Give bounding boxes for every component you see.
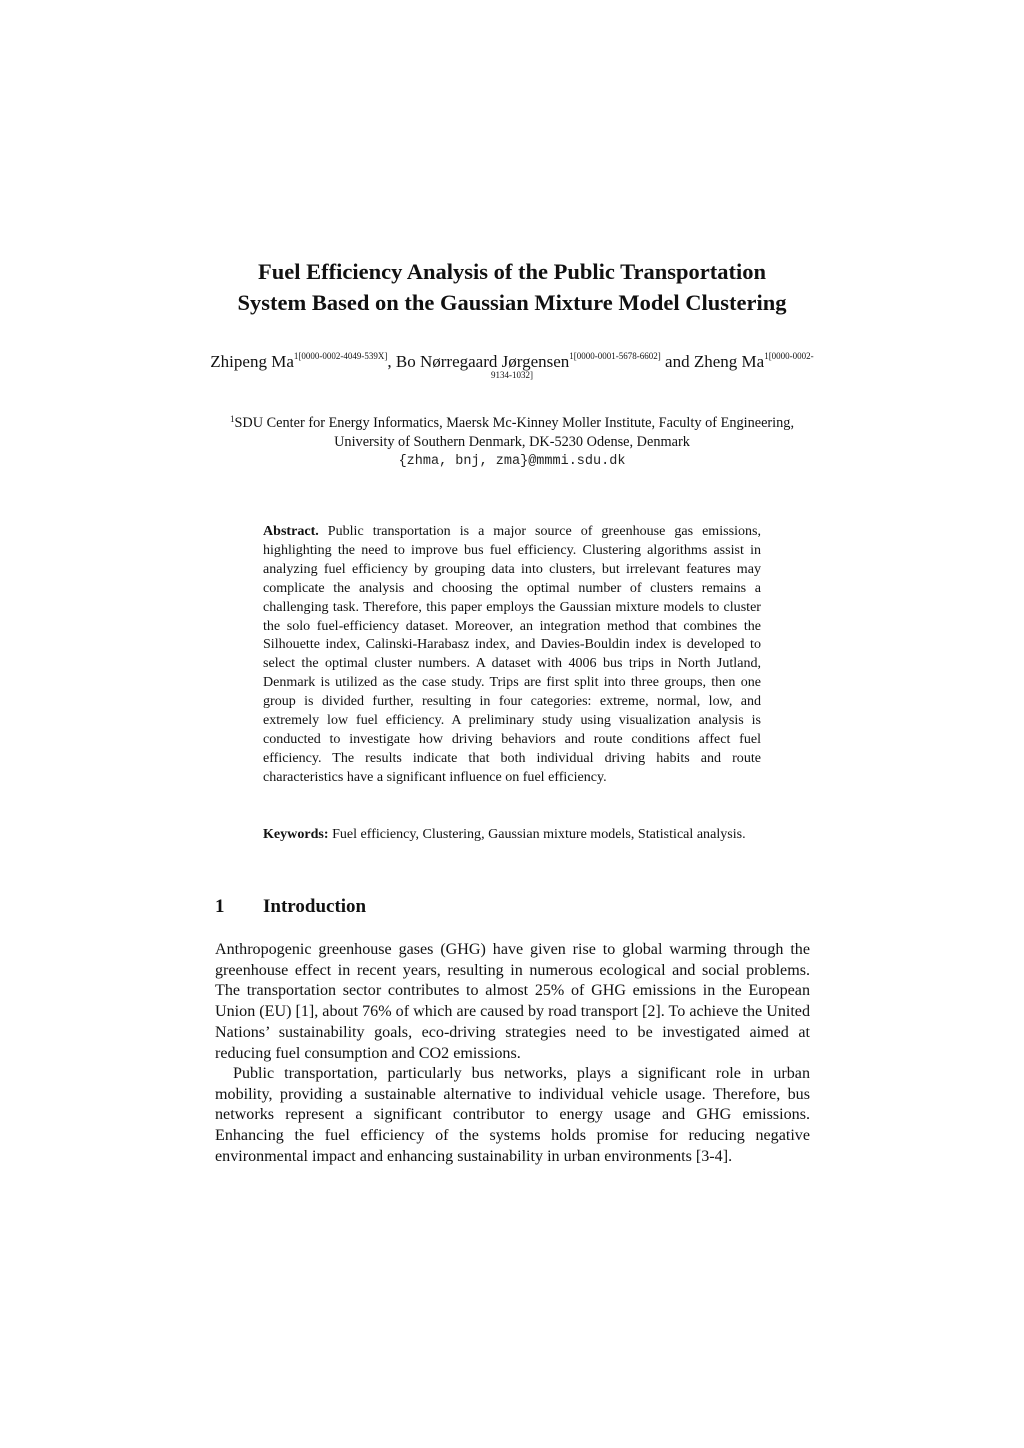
keywords: [263, 825, 761, 844]
author-list: [205, 352, 819, 390]
keywords-label: Keywords:: [263, 826, 329, 842]
affiliation-text: SDU Center for Energy Informatics, Maersk Mc-Kinney Moller Institute, Faculty of Engineering, University of Southern Denmark, DK-5230 Odense, Denmark: [234, 415, 795, 450]
abstract-label: Abstract.: [263, 523, 319, 539]
affiliation-mark: 1: [229, 414, 235, 424]
author-name: Zheng Ma: [693, 352, 765, 371]
author-emails: {zhma, bnj, zma}@mmmi.sdu.dk: [398, 454, 626, 469]
abstract-text: Public transportation is a major source of greenhouse gas emissions, highlighting the need to improve bus fuel efficiency. Clustering algorithms assist in analyzing fuel efficiency by grouping data into clusters, but irrelevant features may complicate the analysis and choosing the optimal number of clusters remains a challenging task. Therefore, this paper employs the Gaussian mixture models to cluster the solo fuel-efficiency dataset. Moreover, an integration method that combines the Silhouette index, Calinski-Harabasz index, and Davies-Bouldin index is developed to select the optimal cluster numbers. A dataset with 4006 bus trips in North Jutland, Denmark is utilized as the case study. Trips are first split into three groups, then one group is divided further, resulting in four categories: extreme, normal, low, and extremely low fuel efficiency. A preliminary study using visualization analysis is conducted to investigate how driving behaviors and route conditions affect fuel efficiency. The results indicate that both individual driving habits and route characteristics have a significant influence on fuel efficiency.: [263, 523, 761, 785]
author-name: Bo Nørregaard Jørgensen: [395, 352, 570, 371]
title-line-2: System Based on the Gaussian Mixture Model Clustering: [237, 290, 787, 315]
body-paragraph: Public transportation, particularly bus networks, plays a significant role in urban mobility, providing a sustainable alternative to individual vehicle usage. Therefore, bus networks represent a significant contributor to energy usage and GHG emissions. Enhancing the fuel efficiency of the systems holds promise for reducing negative environmental impact and enhancing sustainability in urban environments [3-4].: [215, 1065, 810, 1165]
paper-title: [180, 256, 844, 318]
affiliation-block: [205, 414, 819, 471]
section-number: 1: [215, 896, 225, 917]
body-paragraph: Anthropogenic greenhouse gases (GHG) have given rise to global warming through the greenhouse effect in recent years, resulting in numerous ecological and social problems. The transportation sector contributes to almost 25% of GHG emissions in the European Union (EU) [1], about 76% of which are caused by road transport [2]. To achieve the United Nations’ sustainability goals, eco-driving strategies need to be investigated aimed at reducing fuel consumption and CO2 emissions.: [215, 941, 810, 1062]
section-heading: [215, 894, 366, 920]
author-separator: ,: [387, 352, 396, 371]
abstract: [263, 522, 761, 787]
author-name: Zhipeng Ma: [210, 352, 294, 371]
keywords-text: Fuel efficiency, Clustering, Gaussian mixture models, Statistical analysis.: [332, 826, 746, 842]
section-title: Introduction: [263, 896, 367, 917]
author-orcid: 1[0000-0001-5678-6602]: [569, 351, 661, 361]
title-line-1: Fuel Efficiency Analysis of the Public Transportation: [258, 259, 766, 284]
author-orcid: 1[0000-0002-9134-1032]: [491, 351, 814, 380]
author-separator: and: [660, 352, 694, 371]
author-orcid: 1[0000-0002-4049-539X]: [293, 351, 388, 361]
